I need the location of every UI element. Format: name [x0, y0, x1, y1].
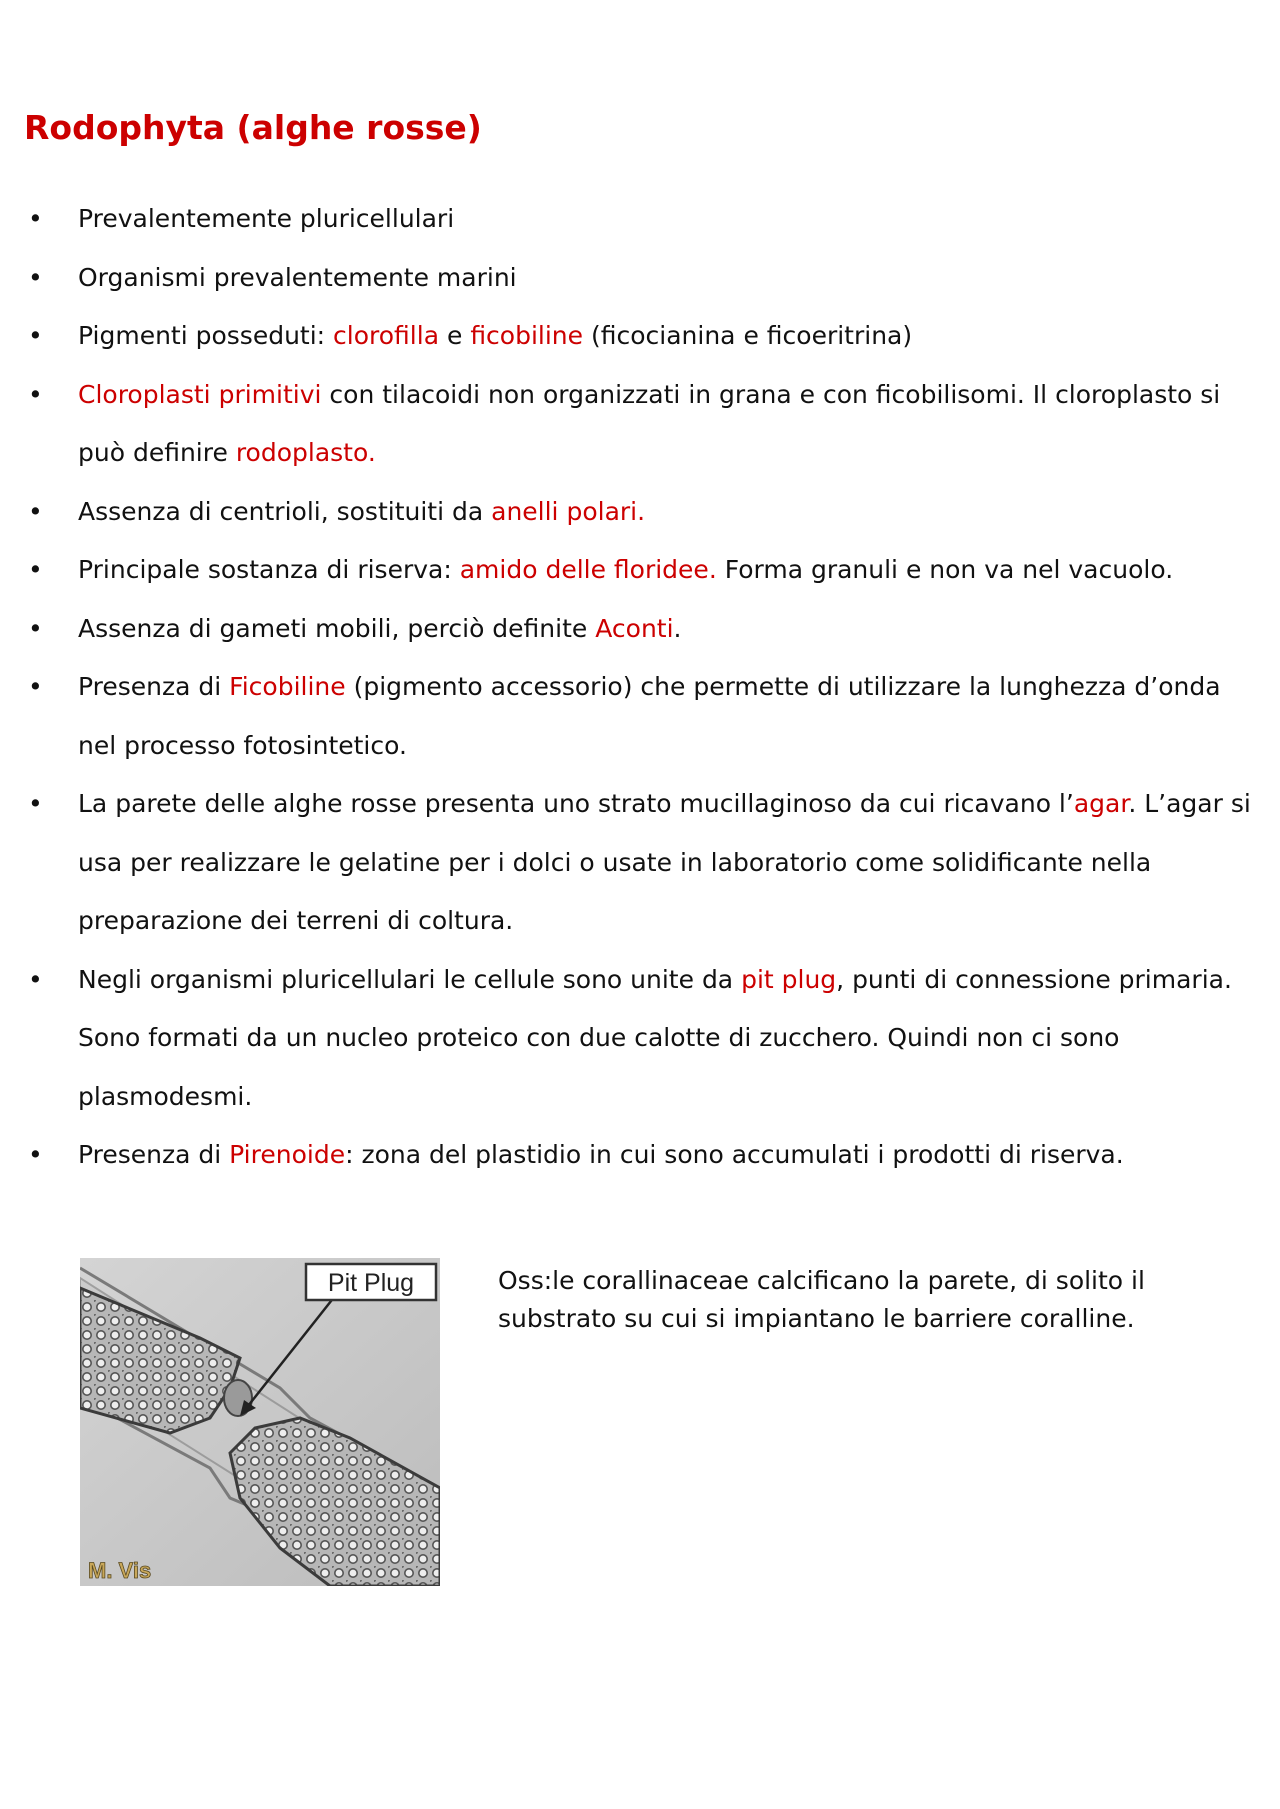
bullet-text: Negli organismi pluricellulari le cellule sono unite da: [78, 964, 742, 994]
bullet-text: (pigmento accessorio) che permette di utilizzare la lunghezza d’onda nel processo fotosintetico.: [78, 672, 1221, 760]
highlighted-term: Pirenoide: [229, 1140, 346, 1169]
pit-plug-label: Pit Plug: [327, 1269, 415, 1297]
page-title: Rodophyta (alghe rosse): [24, 108, 482, 147]
highlighted-term: amido delle floridee.: [459, 555, 717, 584]
highlighted-term: ficobiline: [470, 321, 584, 350]
bullet-text: Presenza di: [78, 1140, 230, 1169]
bullet-dot-icon: •: [28, 613, 43, 643]
bullet-text: (ficocianina e ficoeritrina): [583, 321, 913, 350]
image-credit: M. Vis: [88, 1558, 152, 1583]
bullet-item: [24, 366, 1256, 483]
bullet-text: Organismi prevalentemente marini: [78, 262, 517, 292]
bullet-item: [24, 541, 1256, 600]
highlighted-term: Ficobiline: [229, 672, 346, 701]
bullet-item: [24, 483, 1256, 542]
highlighted-term: clorofilla: [333, 321, 440, 350]
pit-plug-micrograph: [80, 1258, 440, 1586]
bullet-text: Assenza di centrioli, sostituiti da: [78, 496, 492, 526]
bullet-text: Forma granuli e non va nel vacuolo.: [716, 555, 1174, 584]
bullet-item: [24, 190, 1256, 249]
bullet-item: [24, 658, 1256, 775]
bullet-text: . L’agar si usa per realizzare le gelatine per i dolci o usate in laboratorio come solidificante nella preparazione dei terreni di coltura.: [78, 789, 1251, 935]
bullet-item: [24, 1126, 1256, 1185]
bullet-list: [24, 190, 1256, 1185]
highlighted-term: agar: [1073, 789, 1129, 818]
bullet-text: e: [439, 321, 471, 350]
bullet-dot-icon: •: [28, 204, 43, 233]
bullet-text: : zona del plastidio in cui sono accumulati i prodotti di riserva.: [345, 1140, 1124, 1169]
note-text: Oss:le corallinaceae calcificano la parete, di solito il substrato su cui si impiantano le barriere coralline.: [498, 1266, 1145, 1333]
bullet-text: Presenza di: [78, 672, 230, 701]
bullet-item: [24, 307, 1256, 366]
bullet-dot-icon: •: [28, 379, 43, 409]
bullet-text: Prevalentemente pluricellulari: [78, 204, 455, 233]
bullet-text: .: [673, 613, 682, 643]
bullet-item: [24, 600, 1256, 659]
highlighted-term: rodoplasto.: [235, 438, 376, 467]
bullet-dot-icon: •: [28, 672, 43, 701]
bullet-text: Pigmenti posseduti:: [78, 321, 334, 350]
bullet-text: Assenza di gameti mobili, perciò definite: [78, 613, 596, 643]
bullet-dot-icon: •: [28, 964, 43, 994]
bullet-text: Principale sostanza di riserva:: [78, 555, 460, 584]
bullet-dot-icon: •: [28, 555, 43, 584]
highlighted-term: Aconti: [595, 613, 674, 643]
bullet-item: [24, 951, 1256, 1127]
bullet-text: La parete delle alghe rosse presenta uno strato mucillaginoso da cui ricavano l’: [78, 789, 1074, 818]
bullet-item: [24, 249, 1256, 308]
bullet-text: , punti di connessione primaria. Sono formati da un nucleo proteico con due calotte di zucchero. Quindi non ci sono plasmodesmi.: [78, 964, 1232, 1111]
bullet-dot-icon: •: [28, 789, 43, 818]
highlighted-term: Cloroplasti primitivi: [78, 379, 322, 409]
highlighted-term: anelli polari.: [491, 496, 646, 526]
bullet-dot-icon: •: [28, 262, 43, 292]
micrograph-image: [80, 1258, 440, 1586]
bullet-text: con tilacoidi non organizzati in grana e con ficobilisomi. Il cloroplasto si può definire: [78, 379, 1221, 467]
highlighted-term: pit plug: [741, 964, 837, 994]
bullet-dot-icon: •: [28, 1140, 43, 1169]
bullet-item: [24, 775, 1256, 951]
bullet-dot-icon: •: [28, 321, 43, 350]
bullet-dot-icon: •: [28, 496, 43, 526]
